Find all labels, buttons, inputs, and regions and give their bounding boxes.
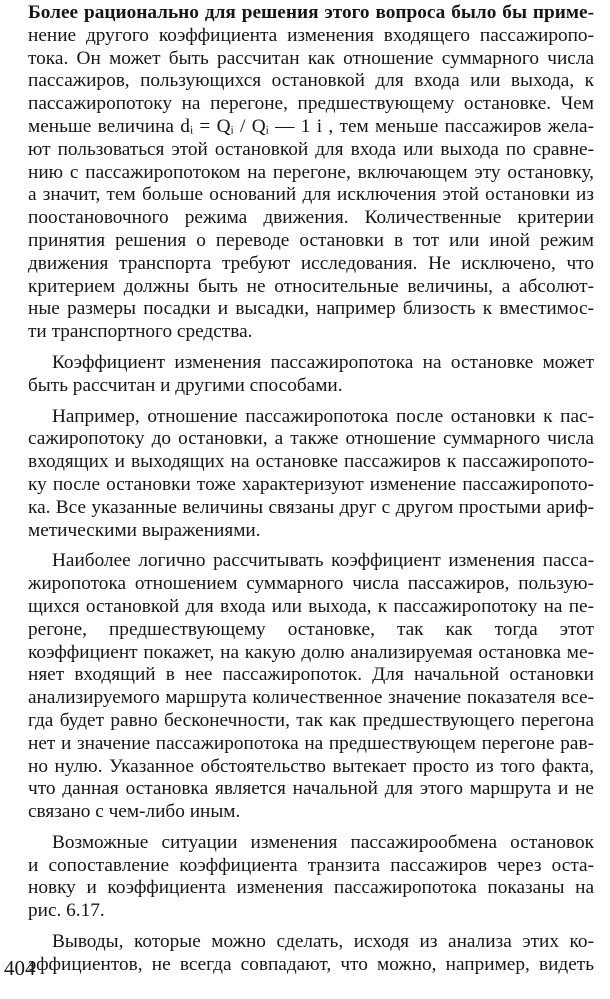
paragraph-5 [28,832,594,923]
text-line: сажиропотоку до остановки, а также отношение суммарного числа [28,428,594,450]
text-line: ка. Все указанные величины связаны друг с другом простыми ариф- [28,496,594,518]
paragraph-4 [28,550,594,824]
text-line: анализируемого маршрута количественное значение показателя все- [28,687,594,709]
text-line: тока. Он может быть рассчитан как отношение суммарного числа [28,47,594,69]
text-line: Коэффициент изменения пассажиропотока на остановке может [52,351,594,373]
text-line: метическими выражениями. [28,519,261,541]
text-line: Например, отношение пассажиропотока после остановки к пас- [52,405,594,427]
paragraph-spacer [28,542,594,550]
paragraph-6 [28,931,594,977]
text-line: Более рационально для решения этого вопроса было бы приме- [28,2,594,23]
text-line: Возможные ситуации изменения пассажирообмена остановок [52,831,594,853]
text-line: нию с пассажиропотоком на перегоне, включающем эту остановку, [28,161,594,183]
text-line: Наиболее логично рассчитывать коэффициент изменения пасса- [52,550,594,572]
text-line: критерием должны быть не относительные величины, а абсолют- [28,275,594,297]
paragraph-spacer [28,923,594,931]
text-line: поостановочного режима движения. Количественные критерии [28,207,594,229]
text-line: ные размеры посадки и высадки, например близость к вместимос- [28,298,594,320]
paragraph-3 [28,406,594,543]
text-line: рис. 6.17. [28,900,105,922]
text-line: что данная остановка является начальной для этого маршрута и не [28,778,594,800]
text-line: щихся остановкой для входа или выхода, к пассажиропотоку на пе- [28,595,594,617]
text-line: новку и коэффициента изменения пассажиропотока показаны на [28,877,594,899]
formula-line: меньше величина dᵢ = Qᵢ / Qᵢ — 1 i , тем меньше пассажиров жела- [28,115,594,137]
text-line: ти транспортного средства. [28,321,253,343]
text-line: коэффициент покажет, на какую долю анализируемая остановка ме- [28,641,594,663]
text-line: а значит, тем больше оснований для исключения этой остановки из [28,184,594,206]
text-line: связано с чем-либо иным. [28,801,241,823]
paragraph-2 [28,352,594,398]
text-line: пассажиров, пользующихся остановкой для входа или выхода, к [28,70,594,92]
page-number: 404 [4,956,36,980]
text-line: ют пользоваться этой остановкой для входа или выхода по сравне- [28,138,594,160]
text-line: регоне, предшествующему остановке, так как тогда этот [28,618,594,640]
text-line: принятия решения о переводе остановки в тот или иной режим [28,229,594,251]
text-line: эффициентов, не всегда совпадают, что можно, например, видеть [28,953,594,975]
text-line: входящих и выходящих на остановке пассажиров к пассажиропото- [28,451,594,473]
text-line: нение другого коэффициента изменения входящего пассажиропо- [28,24,594,46]
text-line: гда будет равно бесконечности, так как предшествующего перегона [28,709,594,731]
text-line: движения транспорта требуют исследования. Не исключено, что [28,252,594,274]
paragraph-spacer [28,398,594,406]
paragraph-spacer [28,344,594,352]
text-line: быть рассчитан и другими способами. [28,374,343,396]
text-line: нет и значение пассажиропотока на предшествующем перегоне рав- [28,732,594,754]
text-line: ку после остановки тоже характеризуют изменение пассажиропото- [28,473,594,495]
text-line: Выводы, которые можно сделать, исходя из анализа этих ко- [52,931,594,953]
paragraph-1 [28,2,594,344]
text-line: пассажиропотоку на перегоне, предшествующему остановке. Чем [28,93,594,115]
text-line: няет входящий в нее пассажиропоток. Для начальной остановки [28,664,594,686]
text-line: жиропотока отношением суммарного числа пассажиров, пользую- [28,573,594,595]
text-line: и сопоставление коэффициента транзита пассажиров через оста- [28,854,594,876]
text-line: но нулю. Указанное обстоятельство вытекает просто из того факта, [28,755,594,777]
paragraph-spacer [28,824,594,832]
book-page [28,2,594,977]
